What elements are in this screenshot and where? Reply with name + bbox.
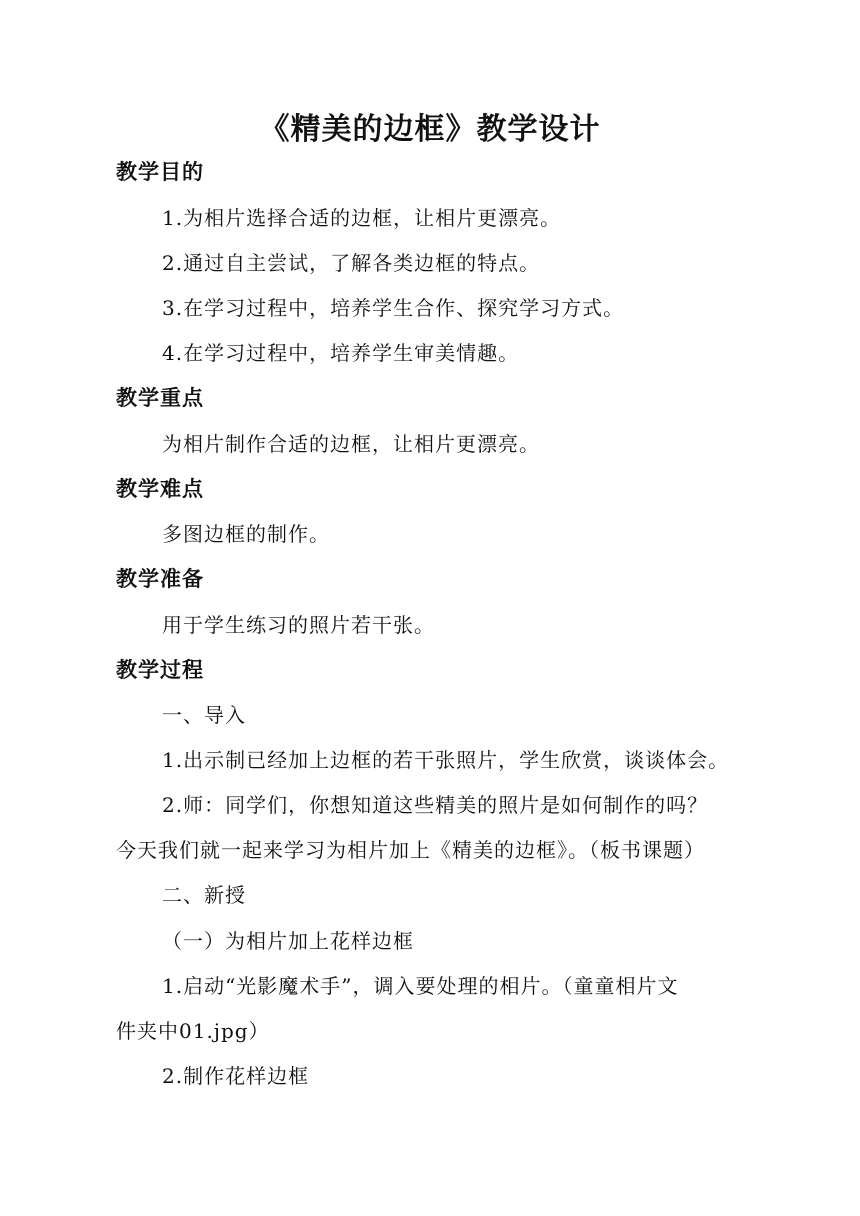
process-step-continued: 件夹中01.jpg） bbox=[116, 1019, 270, 1043]
section-heading-objectives: 教学目的 bbox=[116, 160, 204, 184]
process-intro-heading: 一、导入 bbox=[162, 703, 246, 727]
section-heading-process: 教学过程 bbox=[116, 658, 204, 682]
process-intro-item-continued: 今天我们就一起来学习为相片加上《精美的边框》。（板书课题） bbox=[116, 838, 705, 862]
objective-item: 1.为相片选择合适的边框，让相片更漂亮。 bbox=[162, 206, 562, 230]
section-heading-key-points: 教学重点 bbox=[116, 386, 204, 410]
process-intro-item: 2.师：同学们，你想知道这些精美的照片是如何制作的吗？ bbox=[162, 793, 709, 817]
process-sub-heading: （一）为相片加上花样边框 bbox=[162, 929, 414, 953]
key-points-text: 为相片制作合适的边框，让相片更漂亮。 bbox=[162, 432, 540, 456]
preparation-text: 用于学生练习的照片若干张。 bbox=[162, 613, 435, 637]
process-step: 1.启动“光影魔术手”，调入要处理的相片。（童童相片文 bbox=[162, 974, 679, 998]
process-intro-item: 1.出示制已经加上边框的若干张照片，学生欣赏，谈谈体会。 bbox=[162, 748, 730, 772]
process-new-heading: 二、新授 bbox=[162, 883, 246, 907]
process-step: 2.制作花样边框 bbox=[162, 1064, 310, 1088]
difficulties-text: 多图边框的制作。 bbox=[162, 522, 330, 546]
section-heading-preparation: 教学准备 bbox=[116, 567, 204, 591]
objective-item: 3.在学习过程中，培养学生合作、探究学习方式。 bbox=[162, 296, 625, 320]
document-title: 《精美的边框》教学设计 bbox=[259, 112, 601, 147]
objective-item: 2.通过自主尝试，了解各类边框的特点。 bbox=[162, 251, 541, 275]
objective-item: 4.在学习过程中，培养学生审美情趣。 bbox=[162, 341, 520, 365]
section-heading-difficulties: 教学难点 bbox=[116, 477, 204, 501]
